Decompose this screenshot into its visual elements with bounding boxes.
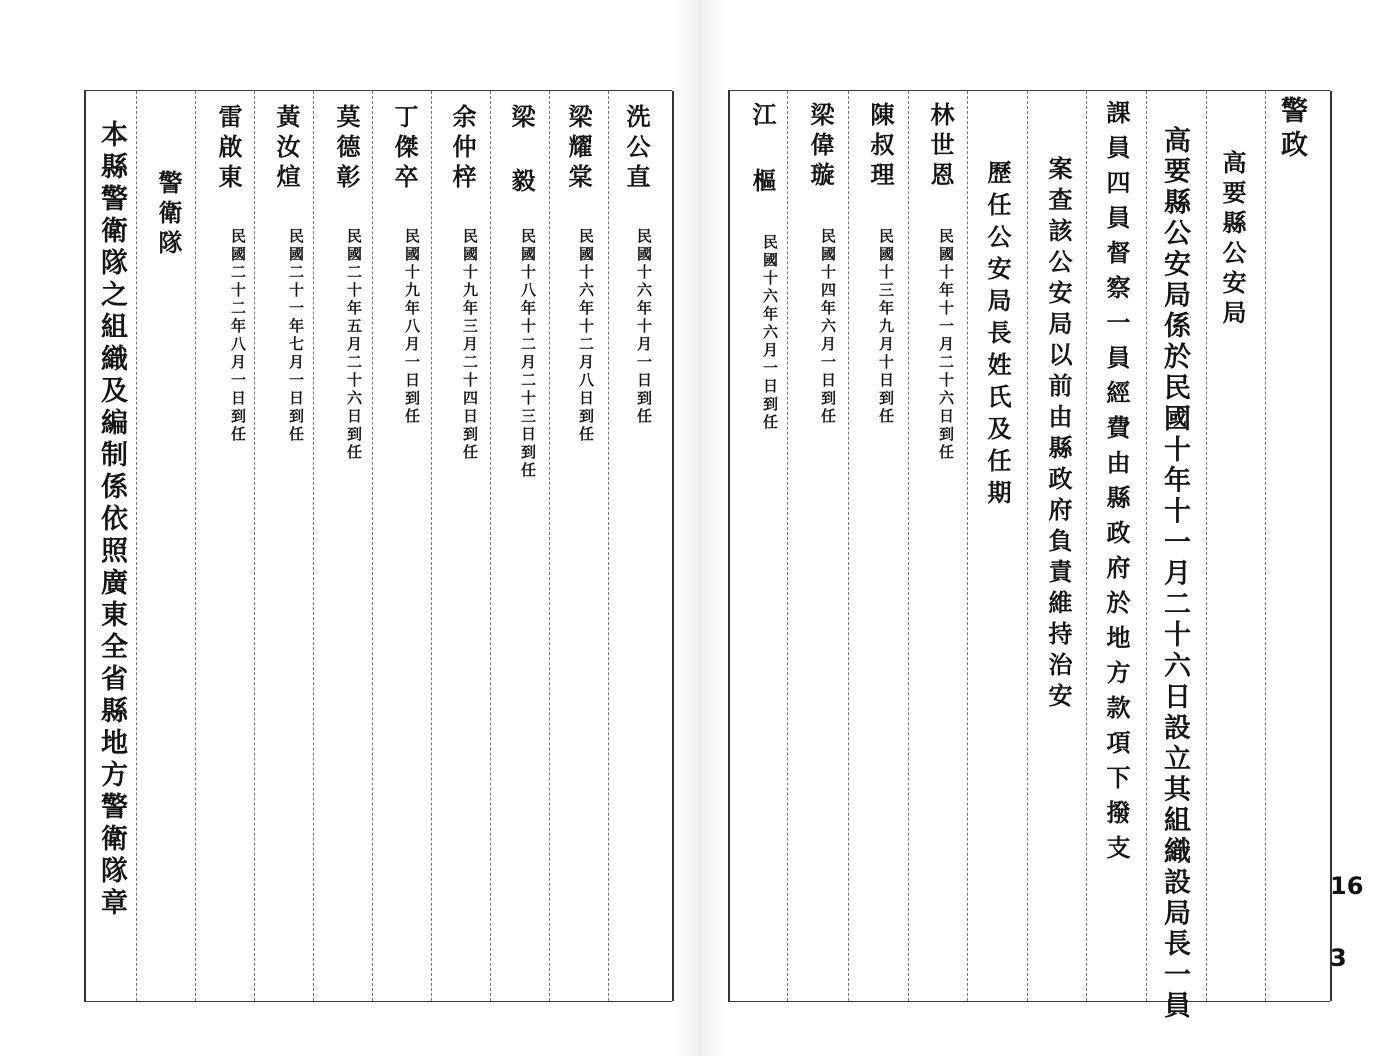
column-rule [1027, 91, 1028, 1001]
page-subnumber: 3 [1330, 944, 1347, 972]
paragraph-line: 案查該公安局以前由縣政府負責維持治安 [1044, 156, 1073, 714]
column-rule [787, 91, 788, 1001]
column-rule [313, 91, 314, 1001]
chief-date: 民國十三年九月十日到任 [877, 228, 895, 426]
chief-name: 江樞 [748, 102, 777, 234]
column-rule [372, 91, 373, 1001]
chief-date: 民國十九年八月一日到任 [403, 228, 421, 426]
column-rule [431, 91, 432, 1001]
list-heading: 歷任公安局長姓氏及任期 [983, 160, 1012, 512]
chief-name: 洗公直 [622, 104, 651, 194]
column-rule [136, 91, 137, 1001]
chief-date: 民國十六年十月一日到任 [635, 228, 653, 426]
chief-name: 林世恩 [926, 102, 955, 192]
office-title: 高要縣公安局 [1218, 150, 1247, 330]
chief-name: 丁傑卒 [390, 104, 419, 194]
chief-date: 民國十六年六月一日到任 [761, 234, 779, 432]
paragraph-line: 高要縣公安局係於民國十年十一月二十六日設立其組織設局長一員 [1159, 126, 1190, 1023]
chief-name: 梁毅 [507, 104, 536, 232]
column-rule [1265, 91, 1266, 1001]
page-border-right [1330, 91, 1332, 1001]
chief-date: 民國十年十一月二十六日到任 [937, 228, 955, 462]
chief-name: 黃汝煊 [272, 104, 301, 194]
subsection-title: 警衛隊 [154, 170, 183, 260]
column-rule [549, 91, 550, 1001]
column-rule [967, 91, 968, 1001]
section-title: 警政 [1276, 96, 1307, 164]
page-number: 16 [1330, 872, 1364, 900]
column-rule [908, 91, 909, 1001]
chief-name: 梁偉璇 [806, 102, 835, 192]
page-border-left [728, 91, 730, 1001]
chief-name: 莫德彰 [332, 104, 361, 194]
column-rule [195, 91, 196, 1001]
paragraph-line: 課員四員督察一員經費由縣政府於地方款項下撥支 [1102, 100, 1131, 870]
column-rule [490, 91, 491, 1001]
chief-date: 民國二十一年七月一日到任 [287, 228, 305, 444]
paragraph-line: 本縣警衛隊之組織及編制係依照廣東全省縣地方警衛隊章 [96, 120, 127, 920]
chief-date: 民國二十二年八月一日到任 [229, 228, 247, 444]
chief-name: 陳叔理 [866, 102, 895, 192]
chief-name: 余仲梓 [448, 104, 477, 194]
chief-date: 民國十四年六月一日到任 [819, 228, 837, 426]
column-rule [1086, 91, 1087, 1001]
page-border-right [672, 91, 674, 1001]
column-rule [608, 91, 609, 1001]
chief-date: 民國十六年十二月八日到任 [577, 228, 595, 444]
chief-date: 民國十八年十二月二十三日到任 [519, 228, 537, 480]
column-rule [848, 91, 849, 1001]
column-rule [1206, 91, 1207, 1001]
chief-date: 民國二十年五月二十六日到任 [345, 228, 363, 462]
chief-name: 雷啟東 [214, 104, 243, 194]
column-rule [254, 91, 255, 1001]
chief-date: 民國十九年三月二十四日到任 [461, 228, 479, 462]
page-border-left [84, 91, 86, 1001]
column-rule [1146, 91, 1147, 1001]
book-spine [672, 0, 728, 1056]
chief-name: 梁耀棠 [564, 104, 593, 194]
